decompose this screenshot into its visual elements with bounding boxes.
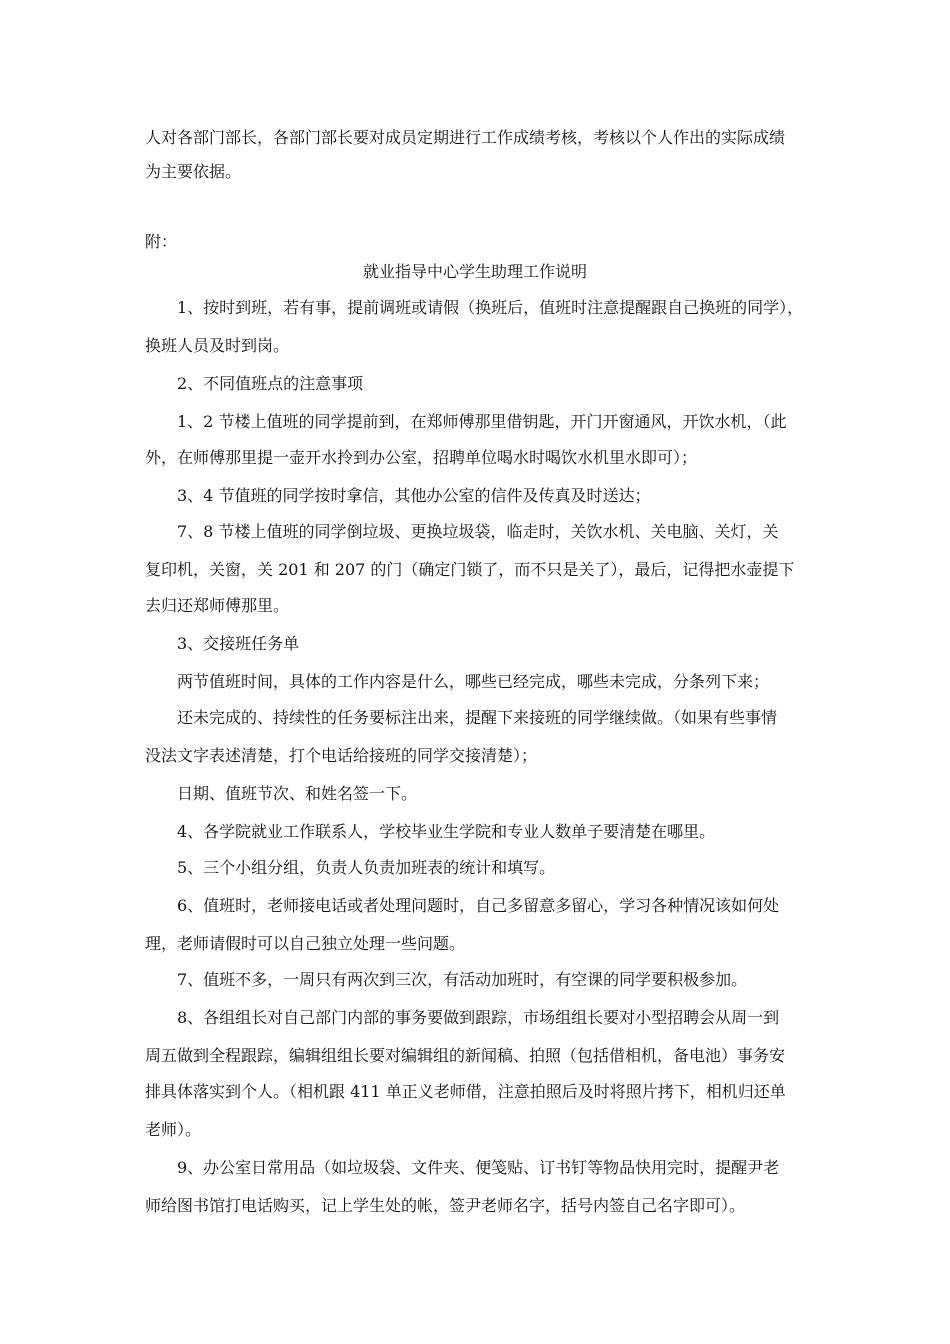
paragraph-line: 周五做到全程跟踪，编辑组组长要对编辑组的新闻稿、拍照（包括借相机，备电池）事务安 [145,1046,786,1065]
paragraph-line: 7、8 节楼上值班的同学倒垃圾、更换垃圾袋，临走时，关饮水机、关电脑、关灯，关 [177,522,779,541]
paragraph-line: 1、2 节楼上值班的同学提前到，在郑师傅那里借钥匙，开门开窗通风，开饮水机，（此 [177,412,787,431]
paragraph-line: 3、4 节值班的同学按时拿信，其他办公室的信件及传真及时送达； [177,486,651,505]
paragraph-line: 理，老师请假时可以自己独立处理一些问题。 [145,934,466,953]
paragraph-line: 1、按时到班，若有事，提前调班或请假（换班后，值班时注意提醒跟自己换班的同学）， [177,298,804,317]
paragraph-line: 外，在师傅那里提一壶开水拎到办公室，招聘单位喝水时喝饮水机里水即可）； [145,448,698,467]
intro-line-2: 为主要依据。 [145,162,242,181]
paragraph-line: 老师）。 [145,1120,202,1139]
paragraph-line: 复印机，关窗，关 201 和 207 的门（确定门锁了，而不只是关了），最后，记得把水壶提下 [145,560,795,579]
paragraph-line: 日期、值班节次、和姓名签一下。 [177,784,418,803]
paragraph-line: 换班人员及时到岗。 [145,336,290,355]
paragraph-line: 5、三个小组分组，负责人负责加班表的统计和填写。 [177,858,556,877]
paragraph-line: 3、交接班任务单 [177,634,300,653]
paragraph-line: 9、办公室日常用品（如垃圾袋、文件夹、便笺贴、订书钉等物品快用完时，提醒尹老 [177,1158,780,1177]
paragraph-line: 还未完成的、持续性的任务要标注出来，提醒下来接班的同学继续做。（如果有些事情 [177,708,778,727]
paragraph-line: 排具体落实到个人。（相机跟 411 单正义老师借，注意拍照后及时将照片拷下，相机归还单 [145,1082,786,1101]
paragraph-line: 7、值班不多，一周只有两次到三次，有活动加班时，有空课的同学要积极参加。 [177,970,748,989]
paragraph-line: 两节值班时间，具体的工作内容是什么，哪些已经完成，哪些未完成，分条列下来； [177,672,770,691]
paragraph-line: 6、值班时，老师接电话或者处理问题时，自己多留意多留心，学习各种情况该如何处 [177,896,780,915]
paragraph-line: 去归还郑师傅那里。 [145,596,290,615]
paragraph-line: 没法文字表述清楚，打个电话给接班的同学交接清楚）； [145,746,538,765]
paragraph-line: 师给图书馆打电话购买，记上学生处的帐，签尹老师名字，括号内签自己名字即可）。 [145,1196,746,1215]
paragraph-line: 4、各学院就业工作联系人，学校毕业生学院和专业人数单子要清楚在哪里。 [177,822,716,841]
intro-line-1: 人对各部门部长，各部门部长要对成员定期进行工作成绩考核，考核以个人作出的实际成绩 [145,128,786,147]
paragraph-line: 2、不同值班点的注意事项 [177,374,364,393]
paragraph-line: 8、各组组长对自己部门内部的事务要做到跟踪，市场组组长要对小型招聘会从周一到 [177,1008,780,1027]
document-title: 就业指导中心学生助理工作说明 [362,262,587,281]
appendix-label: 附： [145,232,178,251]
